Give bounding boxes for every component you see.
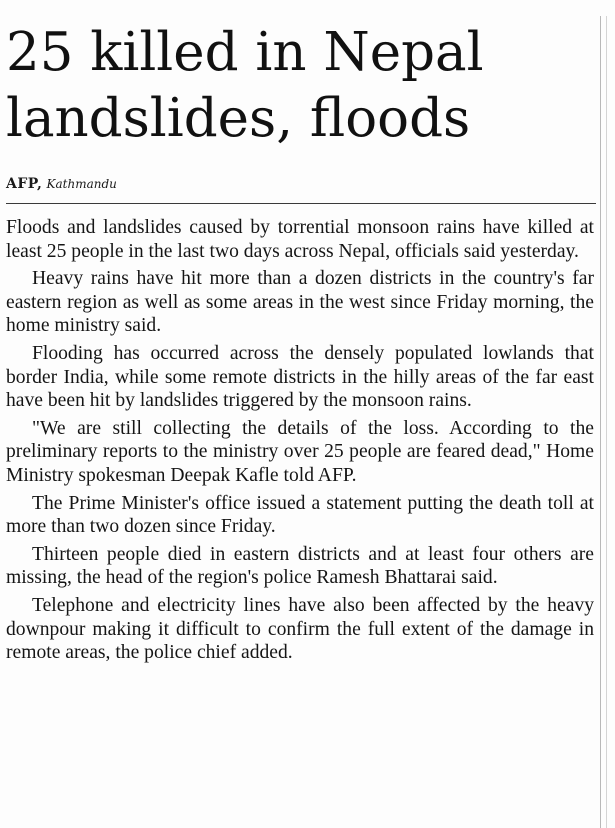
article-paragraph: Telephone and electricity lines have also been affected by the heavy downpour making it difficult to confirm the full extent of the damage in remote areas, the police chief added. [6,594,594,664]
headline [6,20,600,152]
byline [6,174,596,195]
article-body [6,216,594,669]
byline-divider [6,203,596,204]
article-paragraph: Thirteen people died in eastern districts and at least four others are missing, the head of the region's police Ramesh Bhattarai said. [6,543,594,589]
byline-agency: AFP, [6,176,43,192]
article-paragraph: Floods and landslides caused by torrential monsoon rains have killed at least 25 people in the last two days across Nepal, officials said yesterday. [6,217,594,262]
article-paragraph: Heavy rains have hit more than a dozen districts in the country's far eastern region as well as some areas in the west since Friday morning, the home ministry said. [6,268,594,337]
byline-location: Kathmandu [46,177,117,191]
column-rule-secondary [606,16,607,828]
article-paragraph: The Prime Minister's office issued a statement putting the death toll at more than two dozen since Friday. [6,492,594,538]
headline-line-2: landslides, floods [6,88,471,149]
article-paragraph: "We are still collecting the details of the loss. According to the preliminary reports to the ministry over 25 people are feared dead," Home Ministry spokesman Deepak Kafle told AFP. [6,417,594,486]
column-rule [600,16,601,828]
headline-line-1: 25 killed in Nepal [6,22,484,83]
article-paragraph: Flooding has occurred across the densely populated lowlands that border India, while some remote districts in the hilly areas of the far east have been hit by landslides triggered by the monsoon rains. [6,342,594,412]
